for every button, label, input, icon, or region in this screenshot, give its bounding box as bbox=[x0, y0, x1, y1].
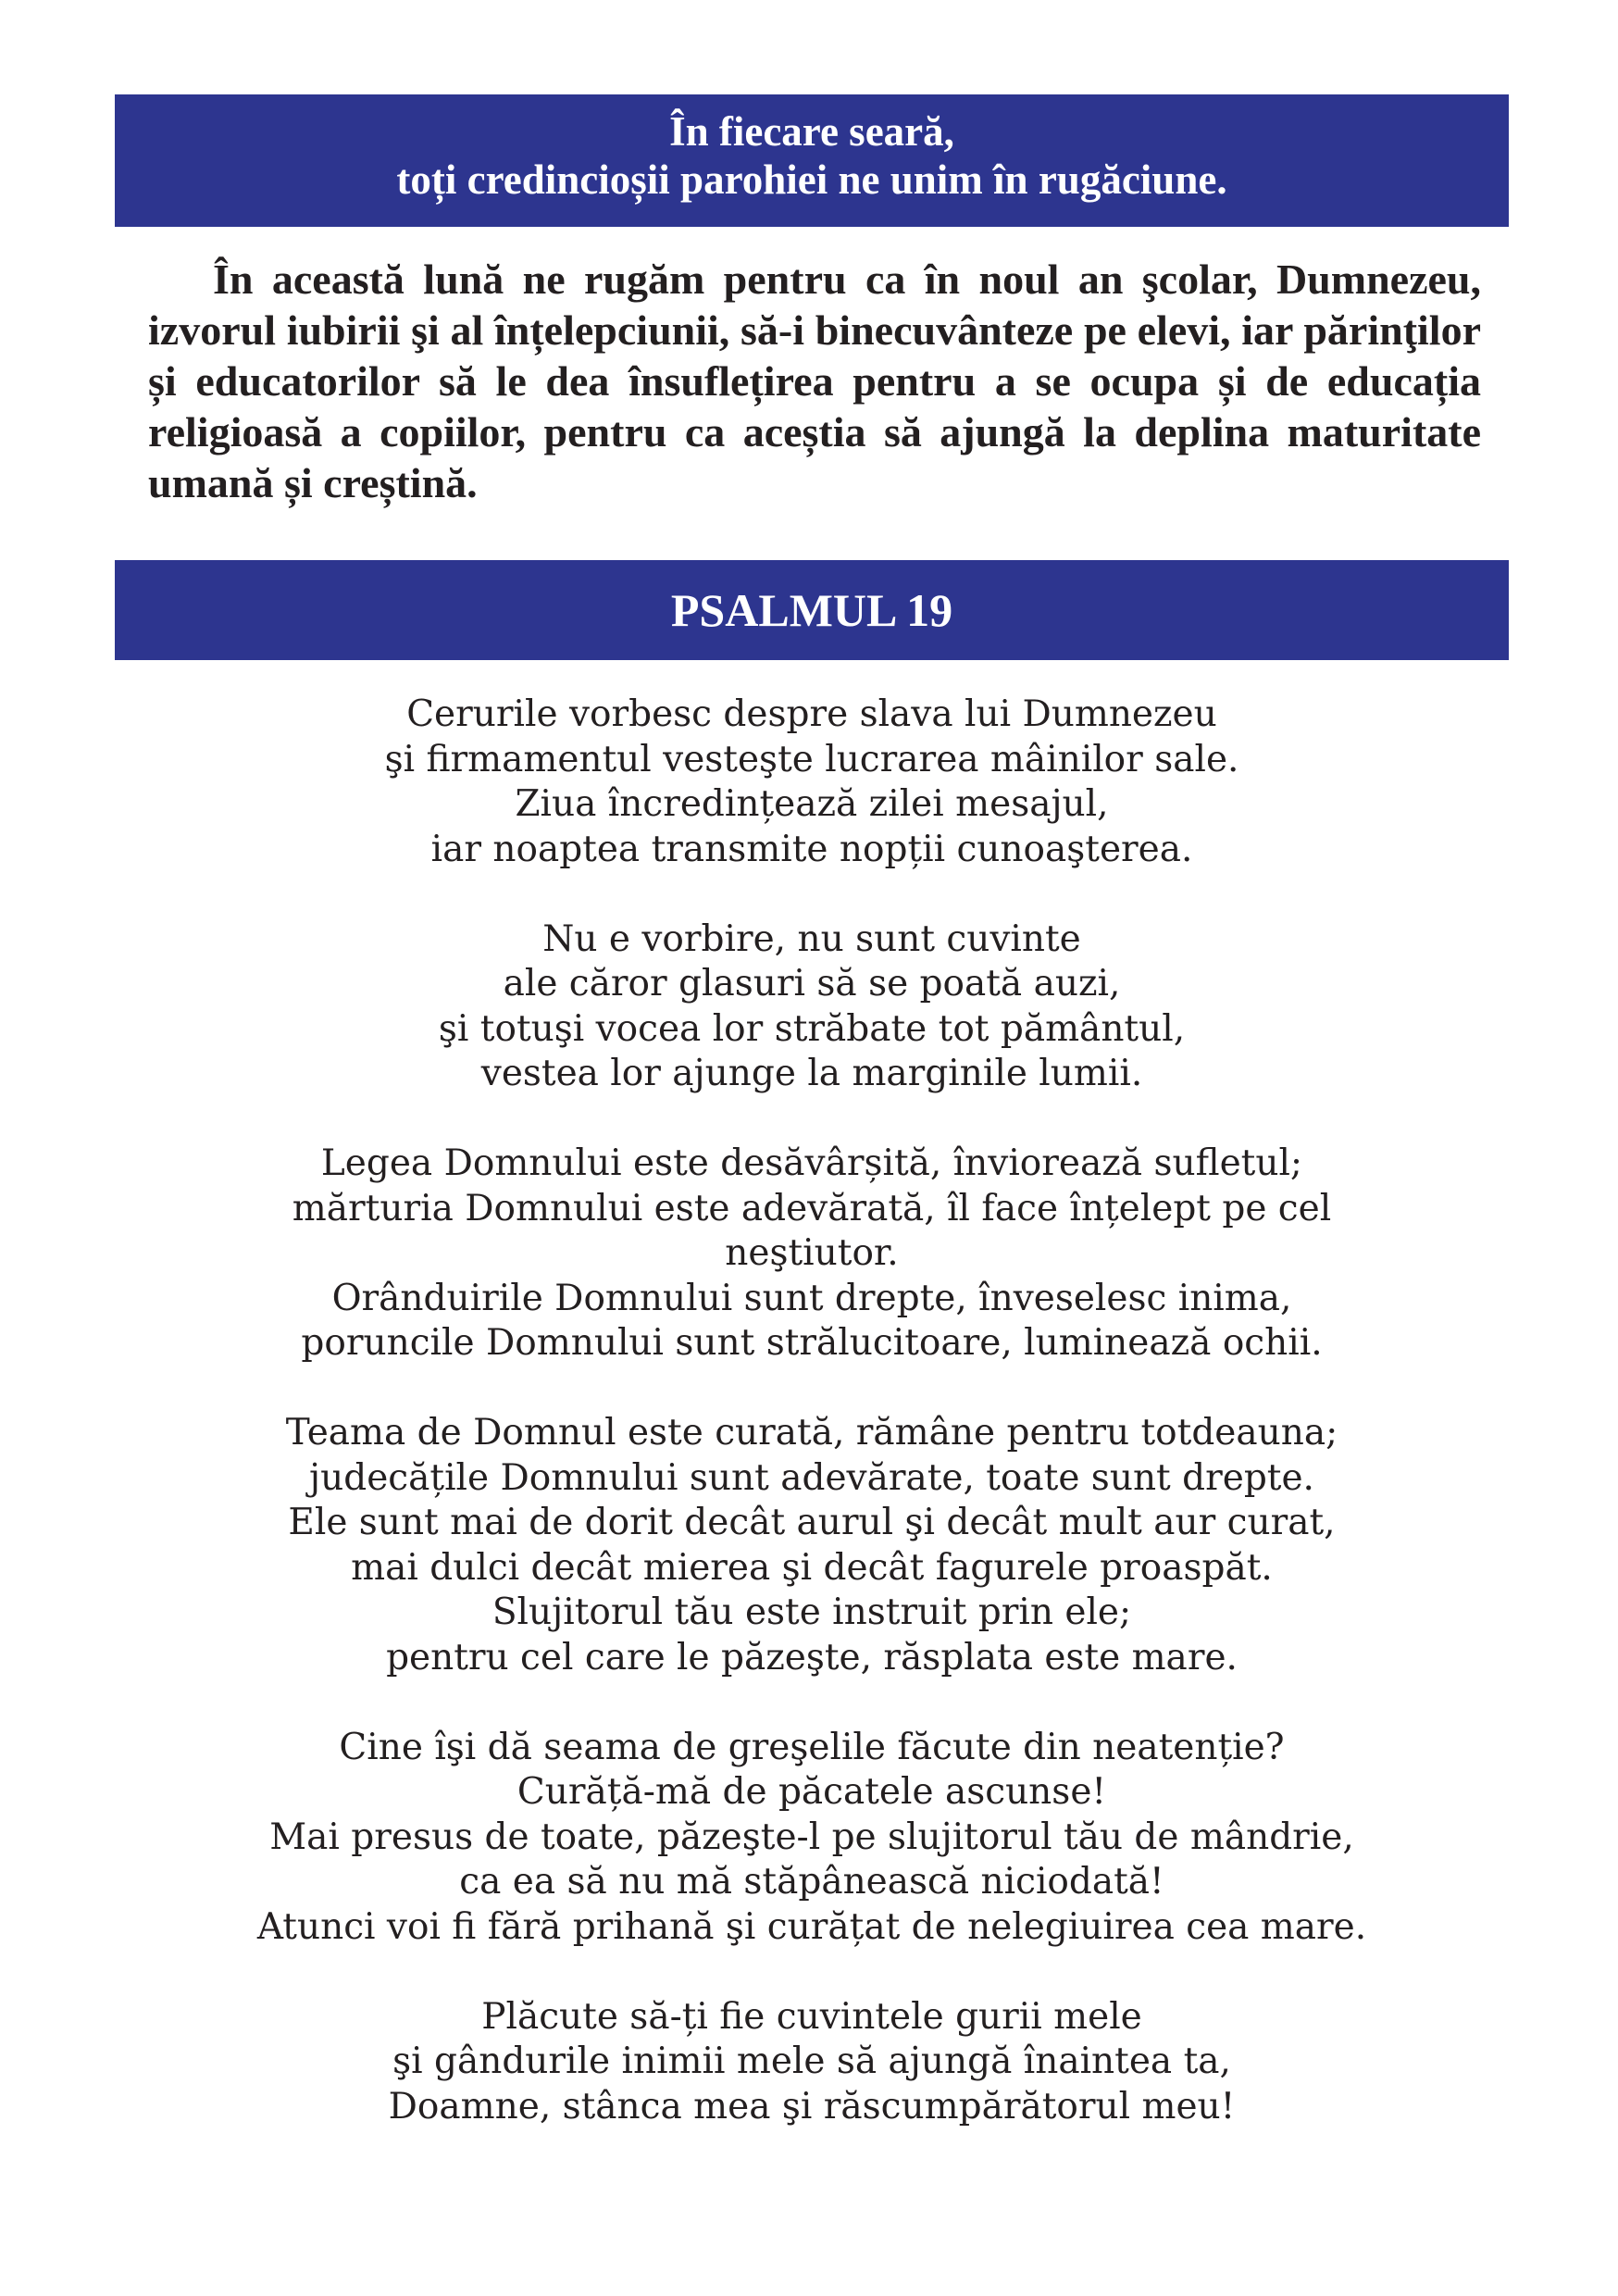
psalm-line: mărturia Domnului este adevărată, îl face înțelept pe cel bbox=[292, 1187, 1332, 1229]
intro-paragraph: În această lună ne rugăm pentru ca în noul an şcolar, Dumnezeu, izvorul iubirii şi al înțelepciunii, să-i binecuvânteze pe elevi, iar părinţilor și educatorilor să le dea însuflețirea pentru a se ocupa și de educația religioasă a copiilor, pentru ca aceștia să ajungă la deplina maturitate umană și creștină. bbox=[148, 256, 1481, 506]
psalm-line: Legea Domnului este desăvârșită, înviorează sufletul; bbox=[320, 1142, 1303, 1184]
header-banner bbox=[115, 94, 1509, 227]
psalm-title: PSALMUL 19 bbox=[670, 584, 953, 636]
psalm-stanza bbox=[115, 1995, 1509, 2130]
psalm-line: Doamne, stânca mea şi răscumpărătorul meu! bbox=[388, 2085, 1236, 2128]
psalm-title-banner bbox=[115, 560, 1509, 660]
psalm-text bbox=[115, 693, 1509, 2175]
psalm-stanza bbox=[115, 1411, 1509, 1680]
psalm-line: Ele sunt mai de dorit decât aurul şi decât mult aur curat, bbox=[288, 1502, 1336, 1543]
psalm-line: Slujitorul tău este instruit prin ele; bbox=[492, 1591, 1132, 1633]
psalm-stanza bbox=[115, 1726, 1509, 1951]
psalm-line: Orânduirile Domnului sunt drepte, înveselesc inima, bbox=[331, 1277, 1292, 1319]
psalm-line: poruncile Domnului sunt strălucitoare, luminează ochii. bbox=[301, 1322, 1323, 1364]
psalm-stanza bbox=[115, 917, 1509, 1097]
header-banner-line: În fiecare seară, bbox=[669, 108, 954, 155]
psalm-line: neştiutor. bbox=[725, 1232, 899, 1274]
psalm-line: Ziua încredințează zilei mesajul, bbox=[515, 783, 1109, 825]
header-banner-line: toți credincioșii parohiei ne unim în rugăciune. bbox=[396, 156, 1227, 203]
psalm-line: şi firmamentul vesteşte lucrarea mâinilor sale. bbox=[384, 738, 1239, 780]
psalm-line: vestea lor ajunge la marginile lumii. bbox=[480, 1053, 1143, 1094]
psalm-line: Mai presus de toate, păzeşte-l pe slujitorul tău de mândrie, bbox=[269, 1816, 1354, 1858]
psalm-line: judecățile Domnului sunt adevărate, toate sunt drepte. bbox=[309, 1456, 1314, 1499]
psalm-line: Teama de Domnul este curată, rămâne pentru totdeauna; bbox=[285, 1412, 1338, 1454]
psalm-line: Nu e vorbire, nu sunt cuvinte bbox=[542, 917, 1081, 960]
psalm-line: pentru cel care le păzeşte, răsplata este mare. bbox=[386, 1636, 1238, 1678]
psalm-stanza bbox=[115, 693, 1509, 872]
psalm-line: şi totuşi vocea lor străbate tot pământul, bbox=[438, 1007, 1186, 1050]
psalm-line: mai dulci decât mierea şi decât fagurele proaspăt. bbox=[351, 1546, 1273, 1589]
psalm-stanza bbox=[115, 1142, 1509, 1366]
psalm-line: Cine îşi dă seama de greşelile făcute din neatenție? bbox=[339, 1726, 1285, 1768]
psalm-line: Cerurile vorbesc despre slava lui Dumnezeu bbox=[406, 693, 1217, 735]
psalm-line: ale căror glasuri să se poată auzi, bbox=[503, 963, 1121, 1004]
psalm-line: şi gândurile inimii mele să ajungă înaintea ta, bbox=[392, 2040, 1231, 2082]
psalm-line: iar noaptea transmite nopții cunoaşterea. bbox=[430, 828, 1193, 870]
psalm-line: Atunci voi fi fără prihană şi curățat de nelegiuirea cea mare. bbox=[256, 1905, 1367, 1948]
psalm-line: ca ea să nu mă stăpânească niciodată! bbox=[459, 1861, 1164, 1903]
psalm-line: Plăcute să-ți fie cuvintele gurii mele bbox=[481, 1995, 1142, 2038]
psalm-line: Curăță-mă de păcatele ascunse! bbox=[517, 1771, 1107, 1813]
